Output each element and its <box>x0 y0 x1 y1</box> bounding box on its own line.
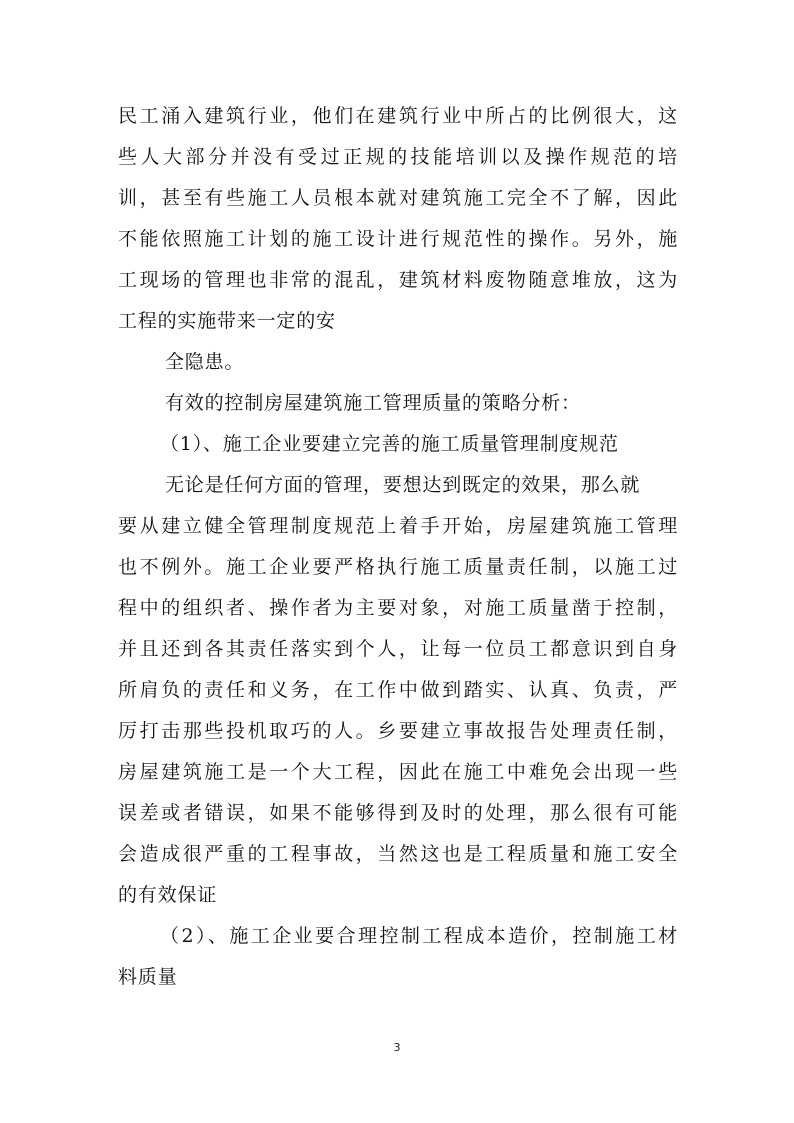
text-line: 无论是任何方面的管理，要想达到既定的效果，那么就 <box>165 474 641 496</box>
section-heading-2: （2）、施工企业要合理控制工程成本造价，控制施工材 <box>160 925 678 947</box>
text-line: 工现场的管理也非常的混乱，建筑材料废物随意堆放，这为 <box>118 269 678 291</box>
body-text <box>118 96 678 998</box>
text-line: 会造成很严重的工程事故，当然这也是工程质量和施工安全 <box>118 843 678 865</box>
text-line: 所肩负的责任和义务，在工作中做到踏实、认真、负责，严 <box>118 679 678 701</box>
text-line: 工程的实施带来一定的安 <box>118 310 336 332</box>
text-line: 也不例外。施工企业要严格执行施工质量责任制，以施工过 <box>118 556 678 578</box>
text-line: 些人大部分并没有受过正规的技能培训以及操作规范的培 <box>118 146 678 168</box>
section-intro: 有效的控制房屋建筑施工管理质量的策略分析： <box>165 392 581 414</box>
text-line: 料质量 <box>118 966 178 988</box>
text-line: 全隐患。 <box>165 351 245 373</box>
text-line: 训，甚至有些施工人员根本就对建筑施工完全不了解，因此 <box>118 187 678 209</box>
text-line: 房屋建筑施工是一个大工程，因此在施工中难免会出现一些 <box>118 761 678 783</box>
section-heading-1: （1）、施工企业要建立完善的施工质量管理制度规范 <box>160 433 619 455</box>
page-number: 3 <box>393 1041 401 1054</box>
text-line: 厉打击那些投机取巧的人。乡要建立事故报告处理责任制， <box>118 720 678 742</box>
text-line: 的有效保证 <box>118 884 218 906</box>
text-line: 误差或者错误，如果不能够得到及时的处理，那么很有可能 <box>118 802 678 824</box>
text-line: 要从建立健全管理制度规范上着手开始，房屋建筑施工管理 <box>118 515 678 537</box>
text-line: 并且还到各其责任落实到个人，让每一位员工都意识到自身 <box>118 638 678 660</box>
text-line: 不能依照施工计划的施工设计进行规范性的操作。另外，施 <box>118 228 678 250</box>
text-line: 程中的组织者、操作者为主要对象，对施工质量凿于控制， <box>118 597 678 619</box>
text-line: 民工涌入建筑行业，他们在建筑行业中所占的比例很大，这 <box>118 105 678 127</box>
